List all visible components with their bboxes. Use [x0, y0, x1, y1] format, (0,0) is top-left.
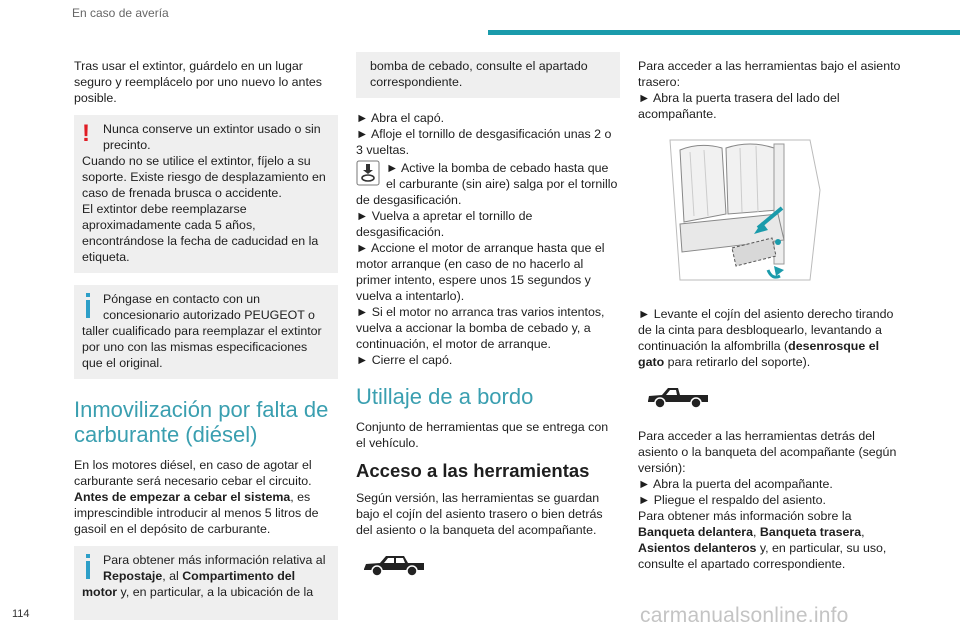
- step-open-passenger-door: ► Abra la puerta del acompañante.: [638, 477, 833, 491]
- priming-pump-icon: [356, 160, 380, 186]
- step-starter: ► Accione el motor de arranque hasta que el motor arranque (en caso de no hacerlo al primer intento, espere unos 15 segundos y vuelva a intentarlo).: [356, 241, 605, 303]
- info-text: Póngase en contacto con un concesionario autorizado PEUGEOT o taller cualificado para reemplazar el extintor por uno con las mismas especificaciones que el original.: [82, 292, 322, 370]
- header-accent-bar: [488, 30, 960, 35]
- info-2-continued-text: bomba de cebado, consulte el apartado correspondiente.: [370, 59, 588, 89]
- step-activate-pump: ► Active la bomba de cebado hasta que el carburante (sin aire) salga por el tornillo de desgasificación.: [356, 161, 618, 207]
- tools-intro: Conjunto de herramientas que se entrega con el vehículo.: [356, 420, 609, 450]
- info-box: [74, 285, 338, 379]
- info-icon: [82, 553, 98, 579]
- warning-text-1: Nunca conserve un extintor usado o sin precinto.: [103, 122, 321, 152]
- rear-seat-intro: Para acceder a las herramientas bajo el asiento trasero:: [638, 59, 901, 89]
- step-retighten: ► Vuelva a apretar el tornillo de desgasificación.: [356, 209, 533, 239]
- diesel-paragraph: En los motores diésel, en caso de agotar el carburante será necesario cebar el circuito.: [74, 458, 312, 488]
- rear-seat-tool-compartment-illustration: [660, 130, 830, 300]
- step-lift-cushion: ► Levante el cojín del asiento derecho tirando de la cinta para desbloquearlo, levantando a continuación la alfombrilla (desenrosque el gato para retirarlo del soporte).: [638, 307, 894, 369]
- info-icon: [82, 292, 98, 318]
- section-title: En caso de avería: [72, 6, 169, 20]
- tools-location: Según versión, las herramientas se guardan bajo el cojín del asiento trasero o bien detrás del asiento o la banqueta del acompañante.: [356, 491, 603, 537]
- heading-fuel-shortage: Inmovilización por falta de carburante (diésel): [74, 397, 329, 447]
- warning-exclamation-icon: !: [82, 120, 90, 147]
- warning-box: [74, 115, 338, 273]
- info-box-2: [74, 546, 338, 620]
- heading-onboard-tools: Utillaje de a bordo: [356, 384, 534, 409]
- page-number: 114: [12, 608, 30, 620]
- column-middle: [356, 58, 620, 578]
- step-retry: ► Si el motor no arranca tras varios intentos, vuelva a accionar la bomba de cebado y, a continuación, el motor de arranque.: [356, 305, 605, 351]
- step-loosen-screw: ► Afloje el tornillo de desgasificación unas 2 o 3 vueltas.: [356, 127, 612, 157]
- priming-paragraph: [74, 489, 338, 537]
- priming-rest: , es imprescindible introducir al menos 5 litros de gasoil en el depósito de carburante.: [74, 490, 319, 536]
- single-cab-pickup-icon: [646, 384, 710, 410]
- passenger-seat-intro: Para acceder a las herramientas detrás del asiento o la banqueta del acompañante (según versión):: [638, 429, 897, 475]
- heading-tool-access: Acceso a las herramientas: [356, 460, 590, 481]
- warning-text-2: Cuando no se utilice el extintor, fíjelo a su soporte. Existe riesgo de desplazamiento en caso de frenada brusca o accidente.: [82, 154, 326, 200]
- watermark: carmanualsonline.info: [640, 604, 849, 627]
- step-open-rear-door: ► Abra la puerta trasera del lado del acompañante.: [638, 91, 840, 121]
- column-left: [74, 58, 338, 632]
- extinguisher-paragraph: Tras usar el extintor, guárdelo en un lugar seguro y reemplácelo por uno nuevo lo antes posible.: [74, 59, 322, 105]
- more-info-paragraph: Para obtener más información sobre la Banqueta delantera, Banqueta trasera, Asientos delanteros y, en particular, su uso, consulte el apartado correspondiente.: [638, 509, 887, 571]
- priming-bold: Antes de empezar a cebar el sistema: [74, 490, 291, 504]
- step-fold-backrest: ► Pliegue el respaldo del asiento.: [638, 493, 826, 507]
- column-right: [638, 58, 902, 572]
- step-pump-block: [356, 160, 620, 208]
- double-cab-pickup-icon: [362, 552, 426, 578]
- step-open-hood: ► Abra el capó.: [356, 111, 445, 125]
- info-box-2-continued: [356, 52, 620, 98]
- warning-text-3: El extintor debe reemplazarse aproximadamente cada 5 años, encontrándose la fecha de caducidad en la etiqueta.: [82, 202, 319, 264]
- step-close-hood: ► Cierre el capó.: [356, 353, 453, 367]
- info-2-text: Para obtener más información relativa al Repostaje, al Compartimento del motor y, en particular, a la ubicación de la: [82, 553, 326, 599]
